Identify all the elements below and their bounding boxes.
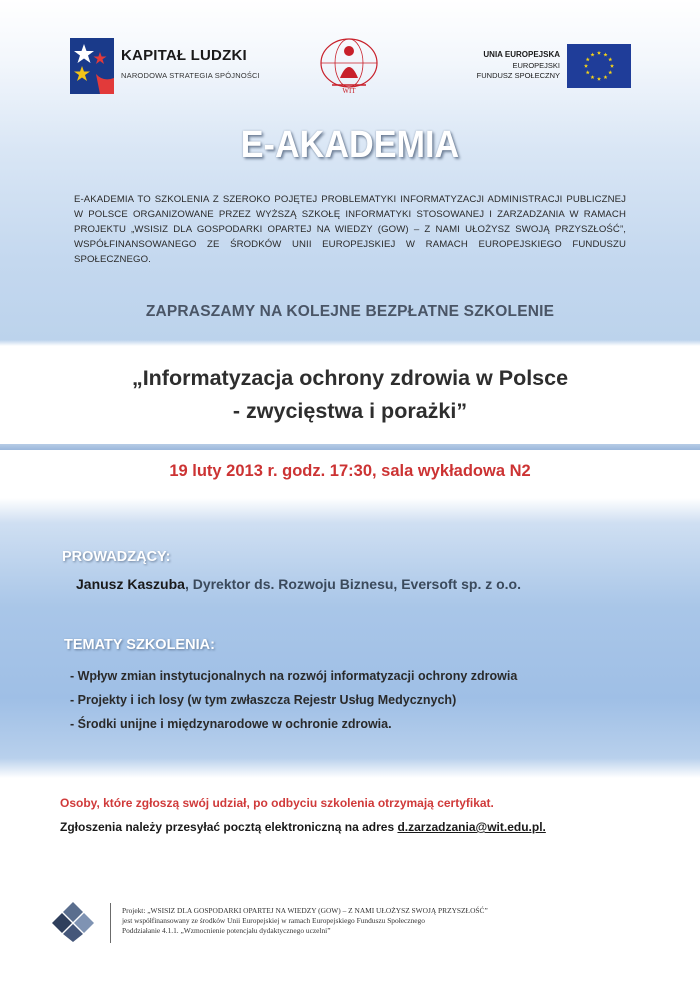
eu-label [440,50,560,82]
topic-line-1: „Informatyzacja ochrony zdrowia w Polsce [131,366,569,390]
footer-line-2: jest współfinansowany ze środków Unii Europejskiej w ramach Europejskiego Funduszu Społecznego [122,916,425,925]
project-footer [122,906,488,936]
certificate-note: Osoby, które zgłoszą swój udział, po odbyciu szkolenia otrzymają certyfikat. [60,796,494,810]
footer-line-3: Poddziałanie 4.1.1. „Wzmocnienie potencjału dydaktycznego uczelni” [122,926,331,935]
lecture-topic [0,362,700,428]
email-link[interactable]: d.zarzadzania@wit.edu.pl. [397,820,546,834]
footer-divider [110,903,111,943]
eu-line-2: EUROPEJSKI [512,60,560,70]
topics-heading: TEMATY SZKOLENIA: [64,637,215,653]
eu-flag-icon [567,44,631,88]
registration-text: Zgłoszenia należy przesyłać pocztą elektroniczną na adres [60,820,398,834]
topic-line-2: - zwycięstwa i porażki” [232,399,468,423]
list-item: - Środki unijne i międzynarodowe w ochronie zdrowia. [70,717,392,731]
kapital-ludzki-subtitle: NARODOWA STRATEGIA SPÓJNOŚCI [121,71,260,80]
lecturer-heading: PROWADZĄCY: [62,549,171,565]
logo-header [0,0,700,110]
page-title: E-AKADEMIA [240,124,460,166]
diamond-logo-icon [52,900,94,942]
lecturer-role: , Dyrektor ds. Rozwoju Biznesu, Eversoft sp. z o.o. [184,576,521,592]
list-item: - Projekty i ich losy (w tym zwłaszcza Rejestr Usług Medycznych) [70,693,457,707]
kapital-ludzki-logo-icon [70,38,114,94]
topics-list [70,664,517,736]
footer-line-1: Projekt: „WSISIZ DLA GOSPODARKI OPARTEJ NA WIEDZY (GOW) – Z NAMI UŁOŻYSZ SWOJĄ PRZYSZŁOŚĆ” [122,906,488,915]
wit-logo-icon [316,36,382,94]
lecturer-info [76,576,521,592]
lecturer-name: Janusz Kaszuba [76,576,185,592]
invitation-heading: ZAPRASZAMY NA KOLEJNE BEZPŁATNE SZKOLENIE [145,303,555,320]
eu-line-1: UNIA EUROPEJSKA [483,50,560,59]
kapital-ludzki-title: KAPITAŁ LUDZKI [121,47,247,64]
eu-line-3: FUNDUSZ SPOŁECZNY [476,71,560,80]
intro-paragraph: E-AKADEMIA TO SZKOLENIA Z SZEROKO POJĘTEJ PROBLEMATYKI INFORMATYZACJI ADMINISTRACJI PUBLICZNEJ W POLSCE ORGANIZOWANE PRZEZ WYŻSZĄ SZKOŁĘ INFORMATYKI STOSOWANEJ I ZARZADZANIA W RAMACH PROJEKTU „WSISIZ DLA GOSPODARKI OPARTEJ NA WIEDZY (GOW) – Z NAMI UŁOŻYSZ SWOJĄ PRZYSZŁOŚĆ”, WSPÓŁFINANSOWANEGO ZE ŚRODKÓW UNII EUROPEJSKIEJ W RAMACH EUROPEJSKIEGO FUNDUSZU SPOŁECZNEGO. [74,194,626,265]
registration-note [60,820,546,834]
event-date: 19 luty 2013 r. godz. 17:30, sala wykładowa N2 [169,462,531,480]
wit-logo-label: WIT [342,87,356,94]
list-item: - Wpływ zmian instytucjonalnych na rozwój informatyzacji ochrony zdrowia [70,669,518,683]
